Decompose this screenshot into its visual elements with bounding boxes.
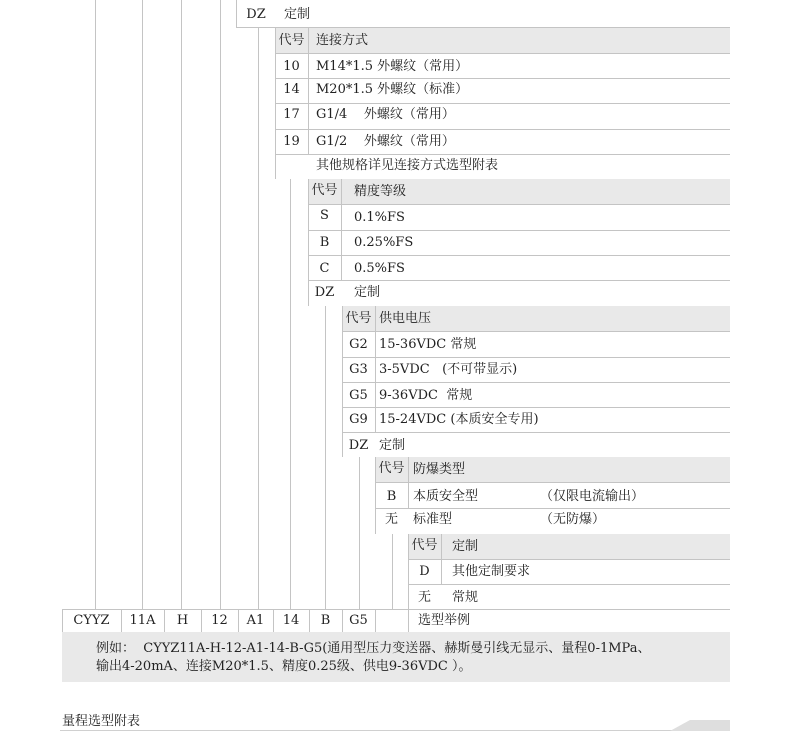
conn-code-sep xyxy=(308,28,309,155)
power-head-code: 代号 xyxy=(345,311,372,326)
power-head-label: 供电电压 xyxy=(379,311,432,326)
conn-footer: 其他规格详见连接方式选型附表 xyxy=(316,158,499,173)
exp-note: （仅限电流输出） xyxy=(540,489,645,504)
conn-row-border xyxy=(275,103,730,104)
example-cell: 12 xyxy=(211,613,228,628)
exp-label: 标准型 xyxy=(413,512,453,527)
acc-code: B xyxy=(319,235,330,250)
conn-label: M20*1.5 外螺纹（标准） xyxy=(316,82,469,97)
power-row-border xyxy=(342,432,730,433)
example-cell: CYYZ xyxy=(73,613,110,628)
acc-code: DZ xyxy=(314,285,335,300)
custom-label: 其他定制要求 xyxy=(452,564,531,579)
exp-code: 无 xyxy=(384,512,398,527)
conn-code: 14 xyxy=(283,82,300,97)
acc-row-border xyxy=(308,230,730,231)
footer-title: 量程选型附表 xyxy=(62,714,141,729)
conn-label: M14*1.5 外螺纹（常用） xyxy=(316,59,469,74)
power-row-border xyxy=(342,357,730,358)
power-label: 3-5VDC (不可带显示) xyxy=(379,362,518,377)
power-row-border xyxy=(342,382,730,383)
top-dz-row-border xyxy=(236,27,730,28)
custom-head-label: 定制 xyxy=(452,539,479,554)
acc-head-label: 精度等级 xyxy=(354,184,407,199)
conn-code: 19 xyxy=(283,134,300,149)
exp-head-code: 代号 xyxy=(378,461,405,476)
exp-row-border xyxy=(375,508,730,509)
custom-code: 无 xyxy=(417,590,431,605)
acc-label: 定制 xyxy=(354,285,381,300)
conn-head-code: 代号 xyxy=(278,33,305,48)
custom-row-border xyxy=(408,584,730,585)
exp-label: 本质安全型 xyxy=(413,489,479,504)
custom-head-code: 代号 xyxy=(411,538,438,553)
top-dz-code: DZ xyxy=(246,7,266,22)
example-cell: G5 xyxy=(349,613,368,628)
power-code: G5 xyxy=(349,388,368,403)
acc-code: C xyxy=(319,261,330,276)
conn-row-border xyxy=(275,53,730,54)
acc-code: S xyxy=(320,208,329,223)
power-label: 15-24VDC (本质安全专用) xyxy=(379,412,539,427)
conn-row-border xyxy=(275,154,730,155)
conn-code: 10 xyxy=(283,59,300,74)
example-note-line1: 例如： CYYZ11A-H-12-A1-14-B-G5(通用型压力变送器、赫斯曼引线无显示、量程0-1MPa、 xyxy=(96,641,651,656)
custom-code: D xyxy=(419,564,430,579)
tree-line-10 xyxy=(325,306,326,609)
exp-code: B xyxy=(386,489,397,504)
example-cell: 14 xyxy=(282,613,300,628)
power-code: G3 xyxy=(349,362,368,377)
tree-line-4 xyxy=(220,0,221,609)
example-cell: A1 xyxy=(246,613,265,628)
exp-head-label: 防爆类型 xyxy=(413,462,466,477)
power-code-sep xyxy=(375,306,376,433)
acc-head-code: 代号 xyxy=(311,183,338,198)
power-code: G2 xyxy=(349,337,368,352)
power-label: 9-36VDC 常规 xyxy=(379,388,473,403)
tree-line-6 xyxy=(258,28,259,609)
tree-line-14 xyxy=(392,534,393,609)
power-label: 定制 xyxy=(379,438,406,453)
tree-line-12 xyxy=(359,457,360,609)
power-row-border xyxy=(342,407,730,408)
example-label: 选型举例 xyxy=(418,613,471,628)
tree-line-2 xyxy=(142,0,143,609)
exp-note: （无防爆） xyxy=(540,512,606,527)
acc-row-border xyxy=(308,280,730,281)
power-label: 15-36VDC 常规 xyxy=(379,337,477,352)
acc-label: 0.5%FS xyxy=(354,261,405,276)
example-row-top xyxy=(62,609,730,610)
example-cell: H xyxy=(176,613,189,628)
conn-label: G1/4 外螺纹（常用） xyxy=(316,107,455,122)
acc-row-border xyxy=(308,204,730,205)
conn-code: 17 xyxy=(283,107,300,122)
conn-head-label: 连接方式 xyxy=(316,33,369,48)
footer-divider xyxy=(60,718,730,732)
power-row-border xyxy=(342,331,730,332)
example-cell: 11A xyxy=(129,613,156,628)
example-cell: B xyxy=(320,613,331,628)
top-dz-label: 定制 xyxy=(284,7,311,22)
conn-row-border xyxy=(275,129,730,130)
tree-line-1 xyxy=(95,0,96,609)
acc-row-border xyxy=(308,255,730,256)
example-cell-sep xyxy=(408,609,409,632)
conn-label: G1/2 外螺纹（常用） xyxy=(316,134,455,149)
custom-label: 常规 xyxy=(452,590,479,605)
example-cell-sep xyxy=(375,609,376,632)
exp-row-border xyxy=(375,482,730,483)
custom-row-border xyxy=(408,559,730,560)
conn-row-border xyxy=(275,78,730,79)
acc-label: 0.1%FS xyxy=(354,210,405,225)
power-code: G9 xyxy=(349,412,368,427)
power-code: DZ xyxy=(348,438,369,453)
example-note-line2: 输出4-20mA、连接M20*1.5、精度0.25级、供电9-36VDC ）。 xyxy=(96,659,472,674)
tree-line-3 xyxy=(181,0,182,609)
tree-line-8 xyxy=(290,179,291,609)
acc-label: 0.25%FS xyxy=(354,235,414,250)
